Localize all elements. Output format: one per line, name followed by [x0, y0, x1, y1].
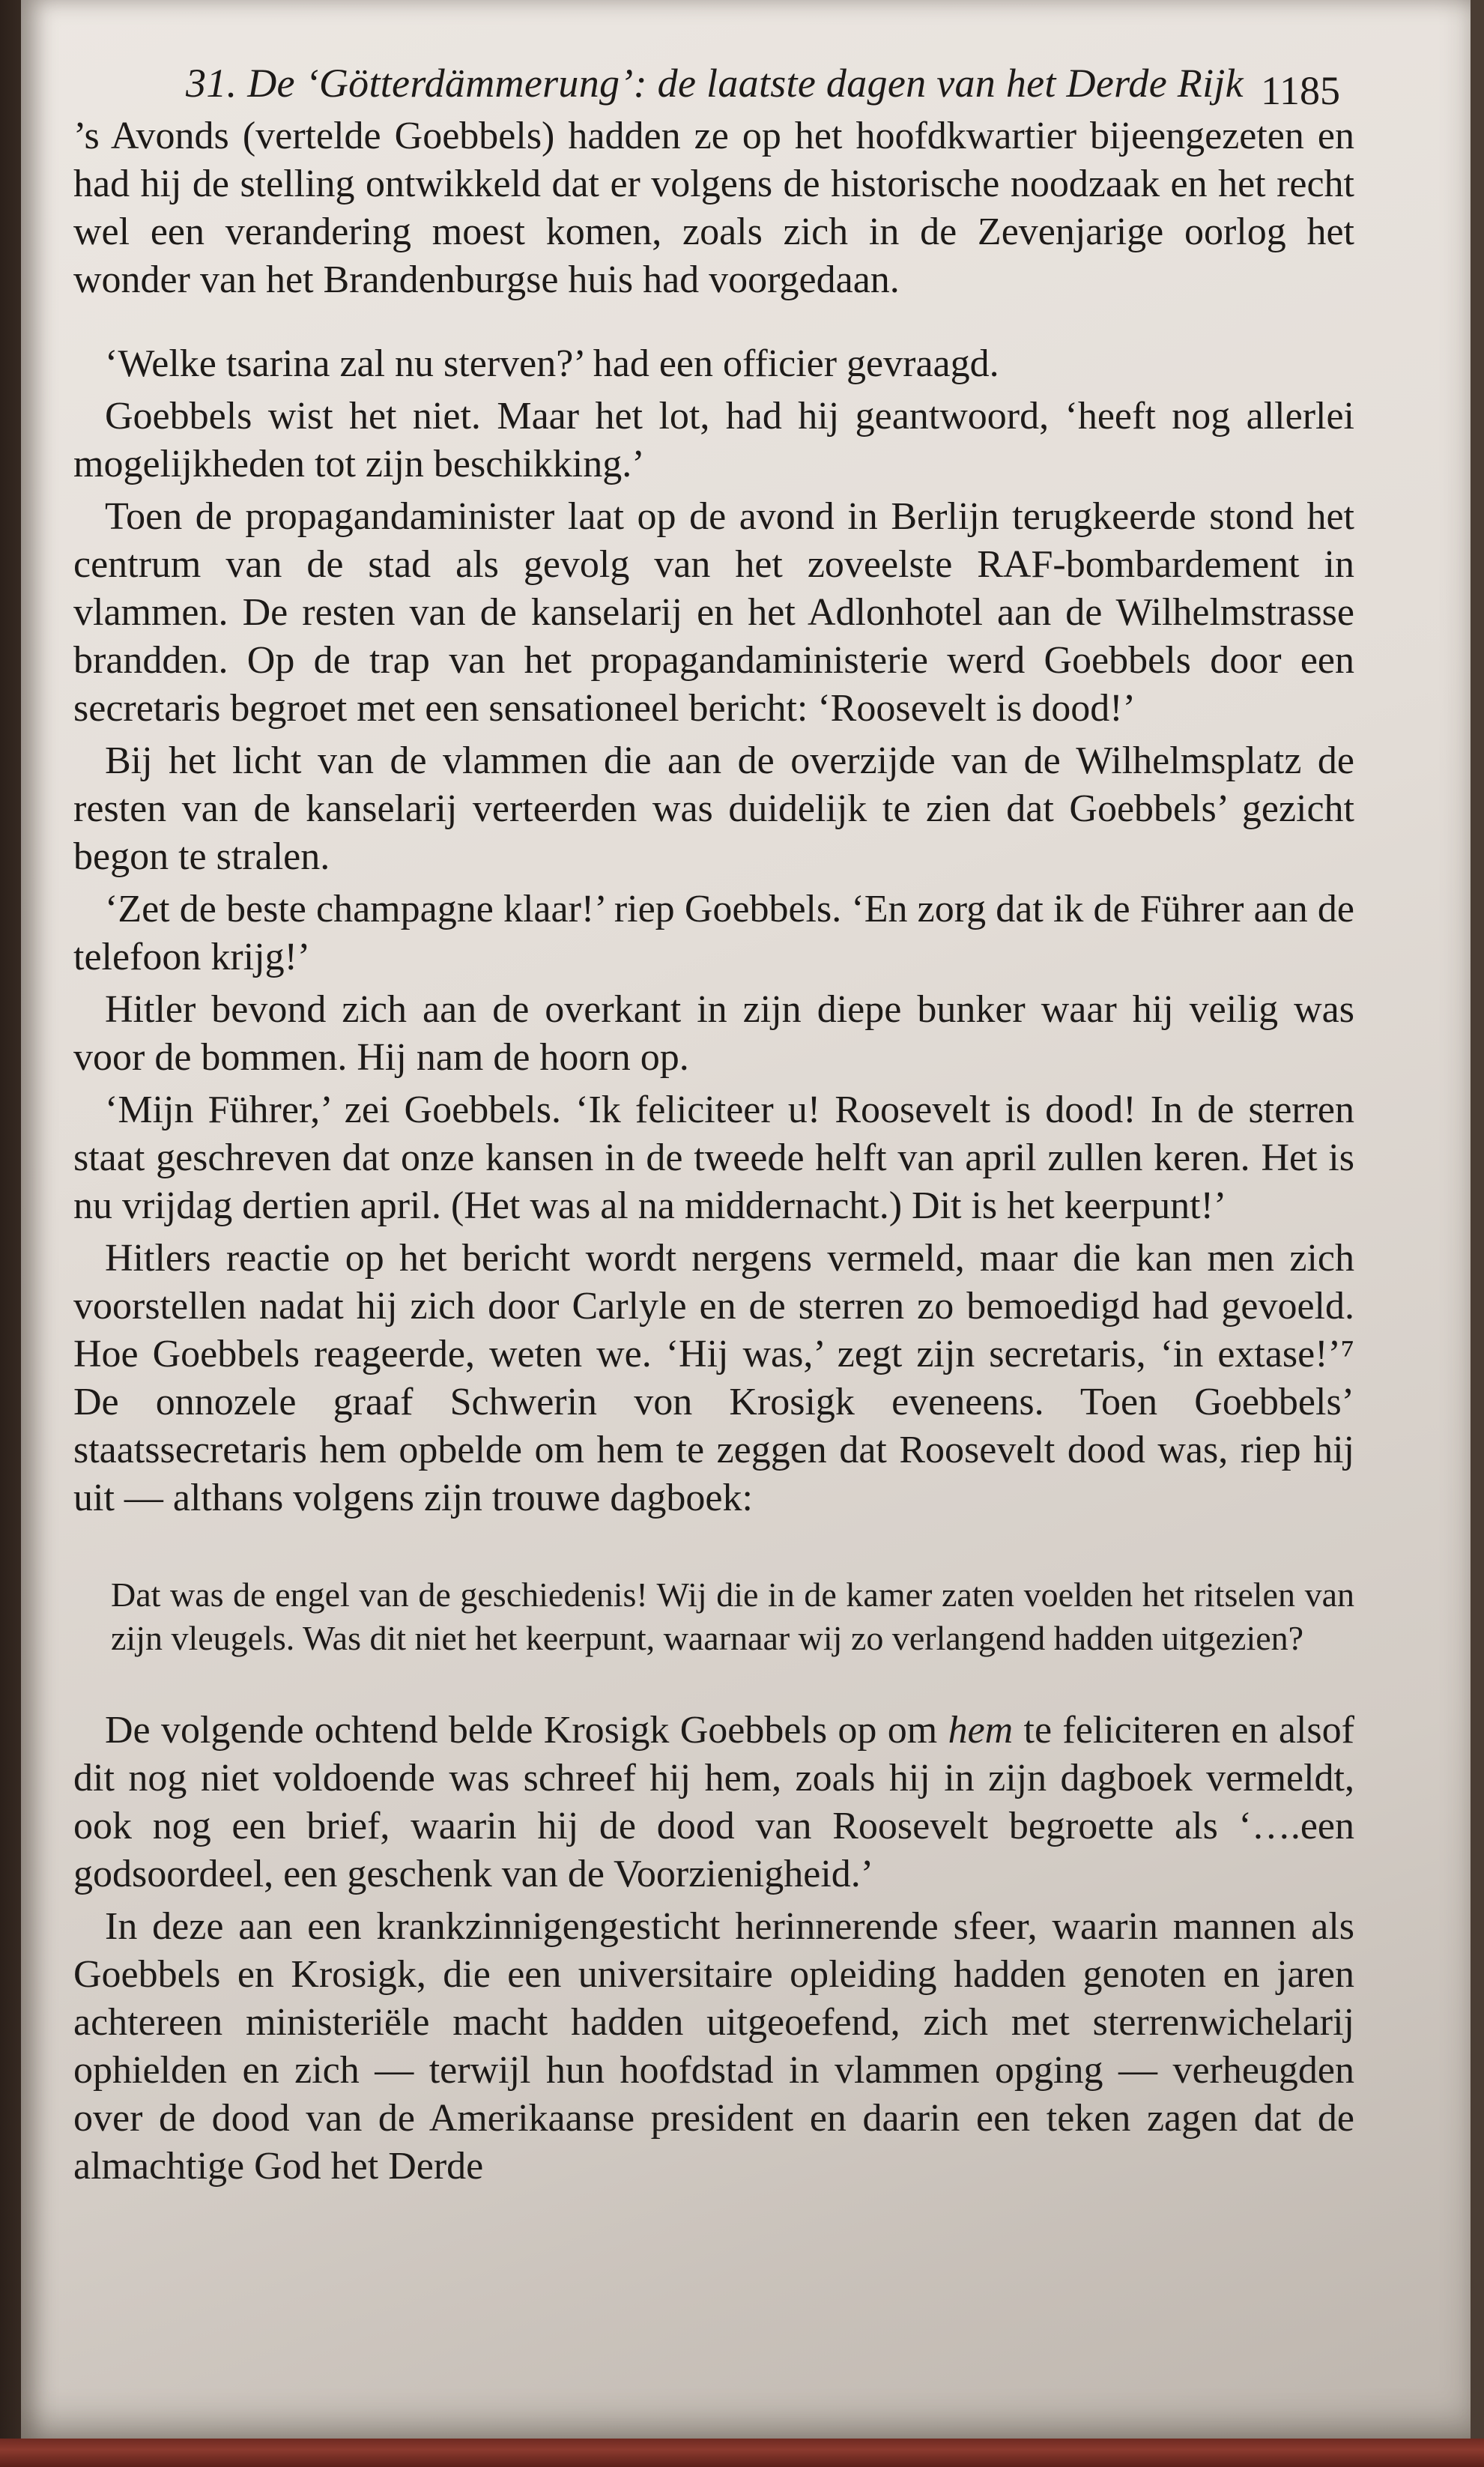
running-head: 31. De ‘Götterdämmerung’: de laatste dagen van het Derde Rijk [186, 61, 1244, 106]
page-number: 1185 [1261, 68, 1340, 113]
paragraph-6: ‘Zet de beste champagne klaar!’ riep Goebbels. ‘En zorg dat ik de Führer aan de telefoon krijg!’ [73, 888, 1354, 978]
paragraph-4: Toen de propagandaminister laat op de avond in Berlijn terugkeerde stond het centrum van de stad als gevolg van het zoveelste RAF-bombardement in vlammen. De resten van de kanselarij en het Adlonhotel aan de Wilhelmstrasse brandden. Op de trap van het propagandaministerie werd Goebbels door een secretaris begroet met een sensationeel bericht: ‘Roosevelt is dood!’ [73, 495, 1354, 730]
paragraph-10-start: De volgende ochtend belde Krosigk Goebbels op om [105, 1709, 948, 1752]
paragraph-10 [73, 1707, 1354, 1898]
book-page [21, 0, 1471, 2442]
paragraph-10-end: te feliciteren en alsof dit nog niet voldoende was schreef hij hem, zoals hij in zijn dagboek vermeldt, ook nog een brief, waarin hij de dood van Roosevelt begroette als ‘….een godsoordeel, een geschenk van de Voorzienigheid.’ [73, 1709, 1354, 1895]
book-edge [0, 2439, 1484, 2467]
paragraph-9: Hitlers reactie op het bericht wordt nergens vermeld, maar die kan men zich voorstellen nadat hij zich door Carlyle en de sterren zo bemoedigd had gevoeld. Hoe Goebbels reageerde, weten we. ‘Hij was,’ zegt zijn secretaris, ‘in extase!’⁷ De onnozele graaf Schwerin von Krosigk eveneens. Toen Goebbels’ staatssecretaris hem opbelde om hem te zeggen dat Roosevelt dood was, riep hij uit — althans volgens zijn trouwe dagboek: [73, 1237, 1354, 1519]
paragraph-3: Goebbels wist het niet. Maar het lot, had hij geantwoord, ‘heeft nog allerlei mogelijkheden tot zijn beschikking.’ [73, 395, 1354, 485]
paragraph-11: In deze aan een krankzinnigengesticht herinnerende sfeer, waarin mannen als Goebbels en Krosigk, die een universitaire opleiding hadden genoten en jaren achtereen ministeriële macht hadden uitgeoefend, zich met sterrenwichelarij ophielden en zich — terwijl hun hoofdstad in vlammen opging — verheugden over de dood van de Amerikaanse president en daarin een teken zagen dat de almachtige God het Derde [73, 1905, 1354, 2188]
paragraph-7: Hitler bevond zich aan de overkant in zijn diepe bunker waar hij veilig was voor de bommen. Hij nam de hoorn op. [73, 988, 1354, 1079]
paragraph-2: ‘Welke tsarina zal nu sterven?’ had een officier gevraagd. [105, 342, 999, 385]
paragraph-8: ‘Mijn Führer,’ zei Goebbels. ‘Ik feliciteer u! Roosevelt is dood! In de sterren staat geschreven dat onze kansen in de tweede helft van april zullen keren. Het is nu vrijdag dertien april. (Het was al na middernacht.) Dit is het keerpunt!’ [73, 1089, 1354, 1227]
paragraph-5: Bij het licht van de vlammen die aan de overzijde van de Wilhelmsplatz de resten van de kanselarij verteerden was duidelijk te zien dat Goebbels’ gezicht begon te stralen. [73, 739, 1354, 878]
body-text [73, 112, 1354, 2195]
paragraph-10-emphasis: hem [948, 1709, 1014, 1752]
paragraph-1: ’s Avonds (vertelde Goebbels) hadden ze op het hoofdkwartier bijeengezeten en had hij de stelling ontwikkeld dat er volgens de historische noodzaak en het recht wel een verandering moest komen, zoals zich in de Zevenjarige oorlog het wonder van het Brandenburgse huis had voorgedaan. [73, 115, 1354, 301]
block-quote: Dat was de engel van de geschiedenis! Wij die in de kamer zaten voelden het ritselen van zijn vleugels. Was dit niet het keerpunt, waarnaar wij zo verlangend hadden uitgezien? [111, 1575, 1354, 1657]
